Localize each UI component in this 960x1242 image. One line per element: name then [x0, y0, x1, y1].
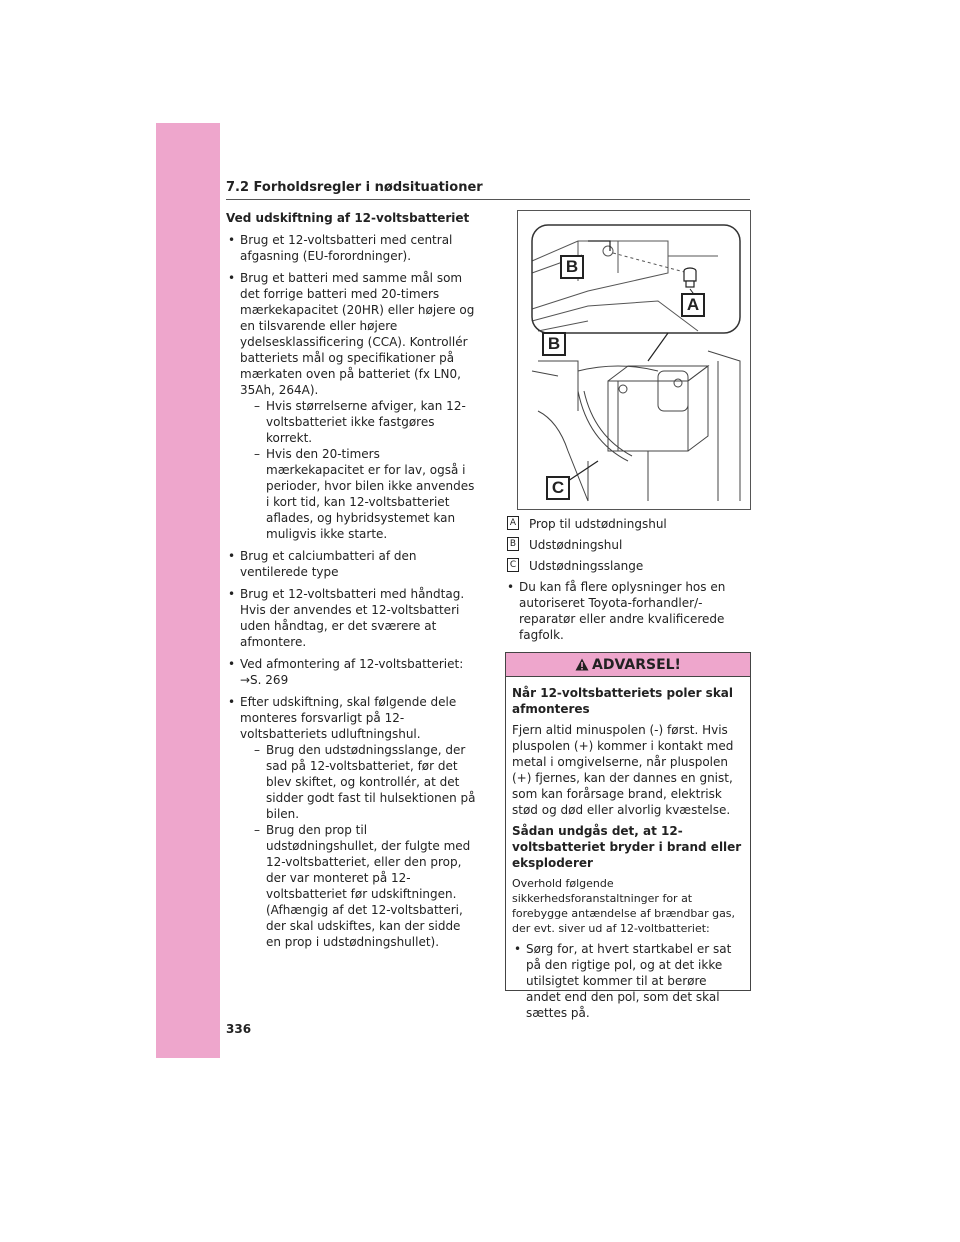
- legend-item: [505, 537, 750, 553]
- figure-label-a: A: [681, 293, 705, 317]
- page-number: 336: [226, 1022, 252, 1036]
- left-column: [226, 210, 476, 956]
- bullet-text: Brug et calciumbatteri af den ventilerede type: [240, 549, 417, 579]
- bullet-text: Brug et batteri med samme mål som det forrige batteri med 20-timers mærkekapacitet (20HR) eller højere og en tilsvarende eller højere ydelsesklassificering (CCA). Kontrollér batteriets mål og specifikationer på mærkaten oven på batteriet (fx LN0, 35Ah, 264A).: [240, 271, 475, 397]
- section-title: 7.2 Forholdsregler i nødsituationer: [226, 180, 750, 200]
- legend-badge: A: [507, 516, 519, 530]
- battery-drawing: [518, 211, 750, 509]
- legend-item: [505, 558, 750, 574]
- list-item: [226, 232, 476, 264]
- list-item: • Sørg for, at hvert startkabel er sat på den rigtige pol, og at det ikke utilsigtet kommer til at berøre andet end den pol, som det skal sættes på.: [512, 941, 744, 1021]
- legend-badge: C: [507, 558, 519, 572]
- list-item: [226, 548, 476, 580]
- warning-bullet-list: [512, 941, 744, 1021]
- note-list: [505, 579, 750, 643]
- legend-text: Udstødningshul: [529, 538, 623, 552]
- battery-illustration: [517, 210, 751, 510]
- sub-item: – Brug den udstødningsslange, der sad på 12-voltsbatteriet, før det blev skiftet, og kontrollér, at det sidder godt fast til hulsektionen på bilen.: [254, 742, 476, 822]
- warning-box: [505, 652, 751, 1020]
- legend-text: Prop til udstødningshul: [529, 517, 667, 531]
- warning-paragraph: Fjern altid minuspolen (-) først. Hvis pluspolen (+) kommer i kontakt med metal i omgivelserne, når pluspolen (+) fjernes, kan der dannes en gnist, som kan forårsage brand, elektrisk stød og død eller alvorlig kvæstelse.: [512, 723, 734, 817]
- bullet-text: Efter udskiftning, skal følgende dele monteres forsvarligt på 12-voltsbatteriets udluftningshul.: [240, 695, 457, 741]
- heading-battery-replacement: Ved udskiftning af 12-voltsbatteriet: [226, 211, 470, 225]
- legend-text: Udstødningsslange: [529, 559, 644, 573]
- warning-subheading: Sådan undgås det, at 12-voltsbatteriet bryder i brand eller eksploderer: [512, 824, 742, 870]
- warning-icon: [575, 658, 589, 671]
- warning-title: ADVARSEL!: [592, 656, 681, 673]
- warning-header: [506, 653, 750, 677]
- bullet-list: [226, 232, 476, 950]
- list-item: • Du kan få flere oplysninger hos en autoriseret Toyota-forhandler/-reparatør eller andre kvalificerede fagfolk.: [505, 579, 750, 643]
- sub-list: [240, 398, 476, 542]
- right-column: [505, 516, 750, 649]
- warning-paragraph: Overhold følgende sikkerhedsforanstaltninger for at forebygge antændelse af brændbar gas, der evt. siver ud af 12-voltbatteriet:: [512, 877, 736, 935]
- sub-item: – Hvis den 20-timers mærkekapacitet er for lav, også i perioder, hvor bilen ikke anvendes i kort tid, kan 12-voltsbatteriet aflades, og hybridsystemet kan muligvis ikke starte.: [254, 446, 476, 542]
- sub-item: – Brug den prop til udstødningshullet, der fulgte med 12-voltsbatteriet, eller den prop, der var monteret på 12-voltsbatteriet før udskiftningen. (Afhængig af det 12-voltsbatteri, der skal udskiftes, kan der sidde en prop i udstødningshullet).: [254, 822, 476, 950]
- list-item: [226, 586, 476, 650]
- sub-item: – Hvis størrelserne afviger, kan 12-voltsbatteriet ikke fastgøres korrekt.: [254, 398, 476, 446]
- figure-label-b: B: [542, 332, 566, 356]
- warning-subheading: Når 12-voltsbatteriets poler skal afmonteres: [512, 686, 734, 716]
- list-item: [226, 694, 476, 950]
- warning-body: [506, 677, 750, 1021]
- side-color-band: [156, 123, 220, 1058]
- list-item: [226, 270, 476, 542]
- figure-label-c: C: [546, 476, 570, 500]
- legend-badge: B: [507, 537, 519, 551]
- bullet-text: Ved afmontering af 12-voltsbatteriet:: [240, 657, 464, 671]
- bullet-text: Brug et 12-voltsbatteri med central afgasning (EU-forordninger).: [240, 233, 453, 263]
- sub-list: [240, 742, 476, 950]
- bullet-text: Brug et 12-voltsbatteri med håndtag. Hvis der anvendes et 12-voltsbatteri uden håndtag, er det sværere at afmontere.: [240, 587, 465, 649]
- legend-item: [505, 516, 750, 532]
- page-reference-link[interactable]: →S. 269: [240, 673, 289, 687]
- figure-label-b-inset: B: [560, 255, 584, 279]
- list-item: [226, 656, 476, 688]
